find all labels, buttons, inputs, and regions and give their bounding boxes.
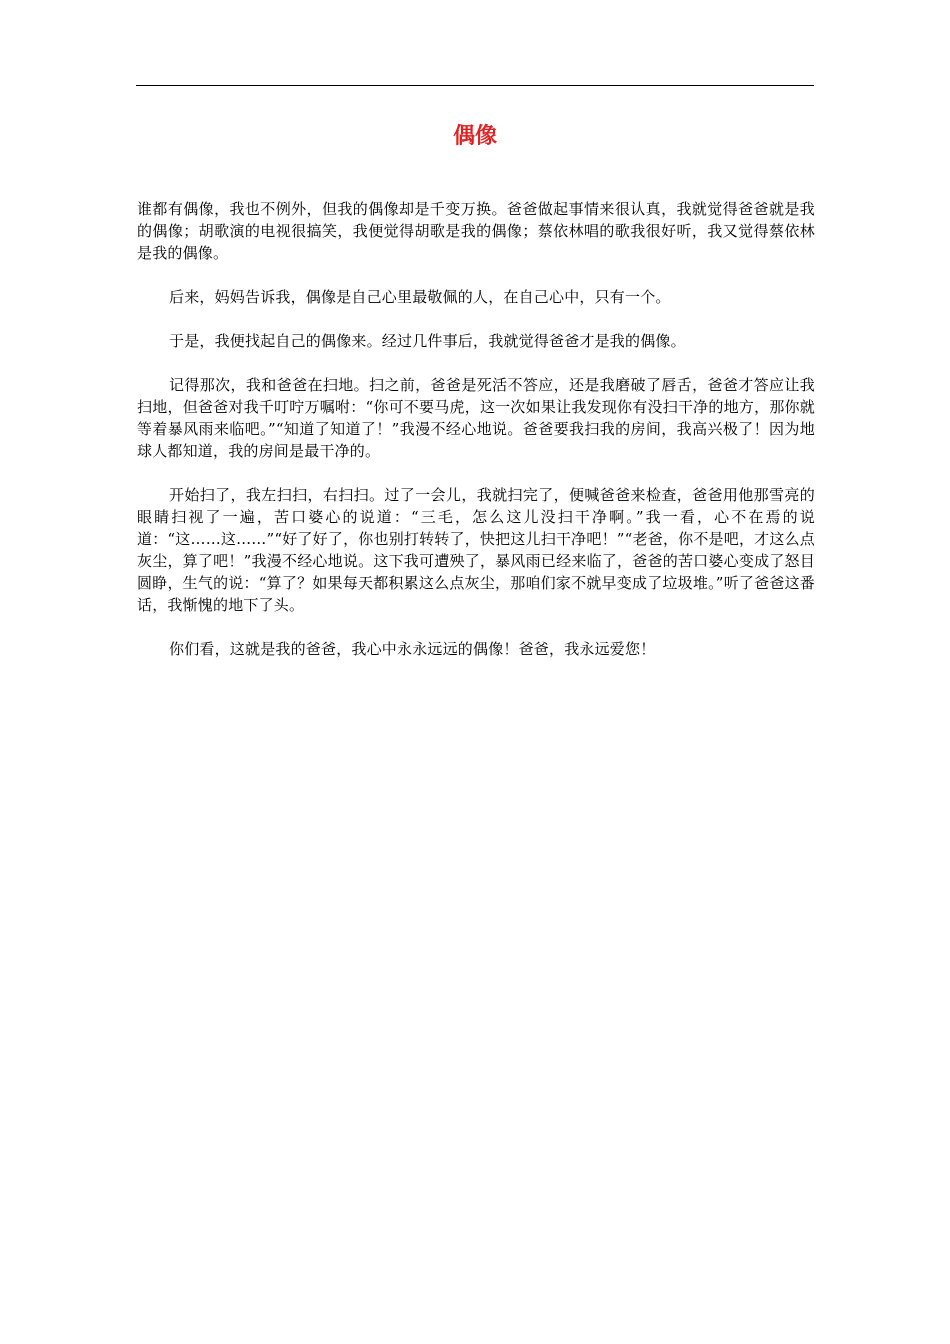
header-rule <box>136 85 814 86</box>
paragraph-4: 记得那次，我和爸爸在扫地。扫之前，爸爸是死活不答应，还是我磨破了唇舌，爸爸才答应让我扫地，但爸爸对我千叮咛万嘱咐：“你可不要马虎，这一次如果让我发现你有没扫干净的地方，那你就等着暴风雨来临吧。”“知道了知道了！”我漫不经心地说。爸爸要我扫我的房间，我高兴极了！因为地球人都知道，我的房间是最干净的。 <box>137 376 815 460</box>
paragraph-3: 于是，我便找起自己的偶像来。经过几件事后，我就觉得爸爸才是我的偶像。 <box>169 332 686 350</box>
article-body <box>137 198 815 682</box>
paragraph-5: 开始扫了，我左扫扫，右扫扫。过了一会儿，我就扫完了，便喊爸爸来检查，爸爸用他那雪亮的眼睛扫视了一遍，苦口婆心的说道：“三毛，怎么这儿没扫干净啊。”我一看，心不在焉的说道：“这……这……”“好了好了，你也别打转转了，快把这儿扫干净吧！”“老爸，你不是吧，才这么点灰尘，算了吧！”我漫不经心地说。这下我可遭殃了，暴风雨已经来临了，爸爸的苦口婆心变成了怒目圆睁，生气的说：“算了？如果每天都积累这么点灰尘，那咱们家不就早变成了垃圾堆。”听了爸爸这番话，我惭愧的地下了头。 <box>137 486 815 614</box>
paragraph-6: 你们看，这就是我的爸爸，我心中永永远远的偶像！爸爸，我永远爱您！ <box>169 640 656 658</box>
page-title: 偶像 <box>452 123 497 149</box>
paragraph-1: 谁都有偶像，我也不例外，但我的偶像却是千变万换。爸爸做起事情来很认真，我就觉得爸爸就是我的偶像；胡歌演的电视很搞笑，我便觉得胡歌是我的偶像；蔡依林唱的歌我很好听，我又觉得蔡依林是我的偶像。 <box>137 200 815 262</box>
paragraph-2: 后来，妈妈告诉我，偶像是自己心里最敬佩的人，在自己心中，只有一个。 <box>169 288 671 306</box>
